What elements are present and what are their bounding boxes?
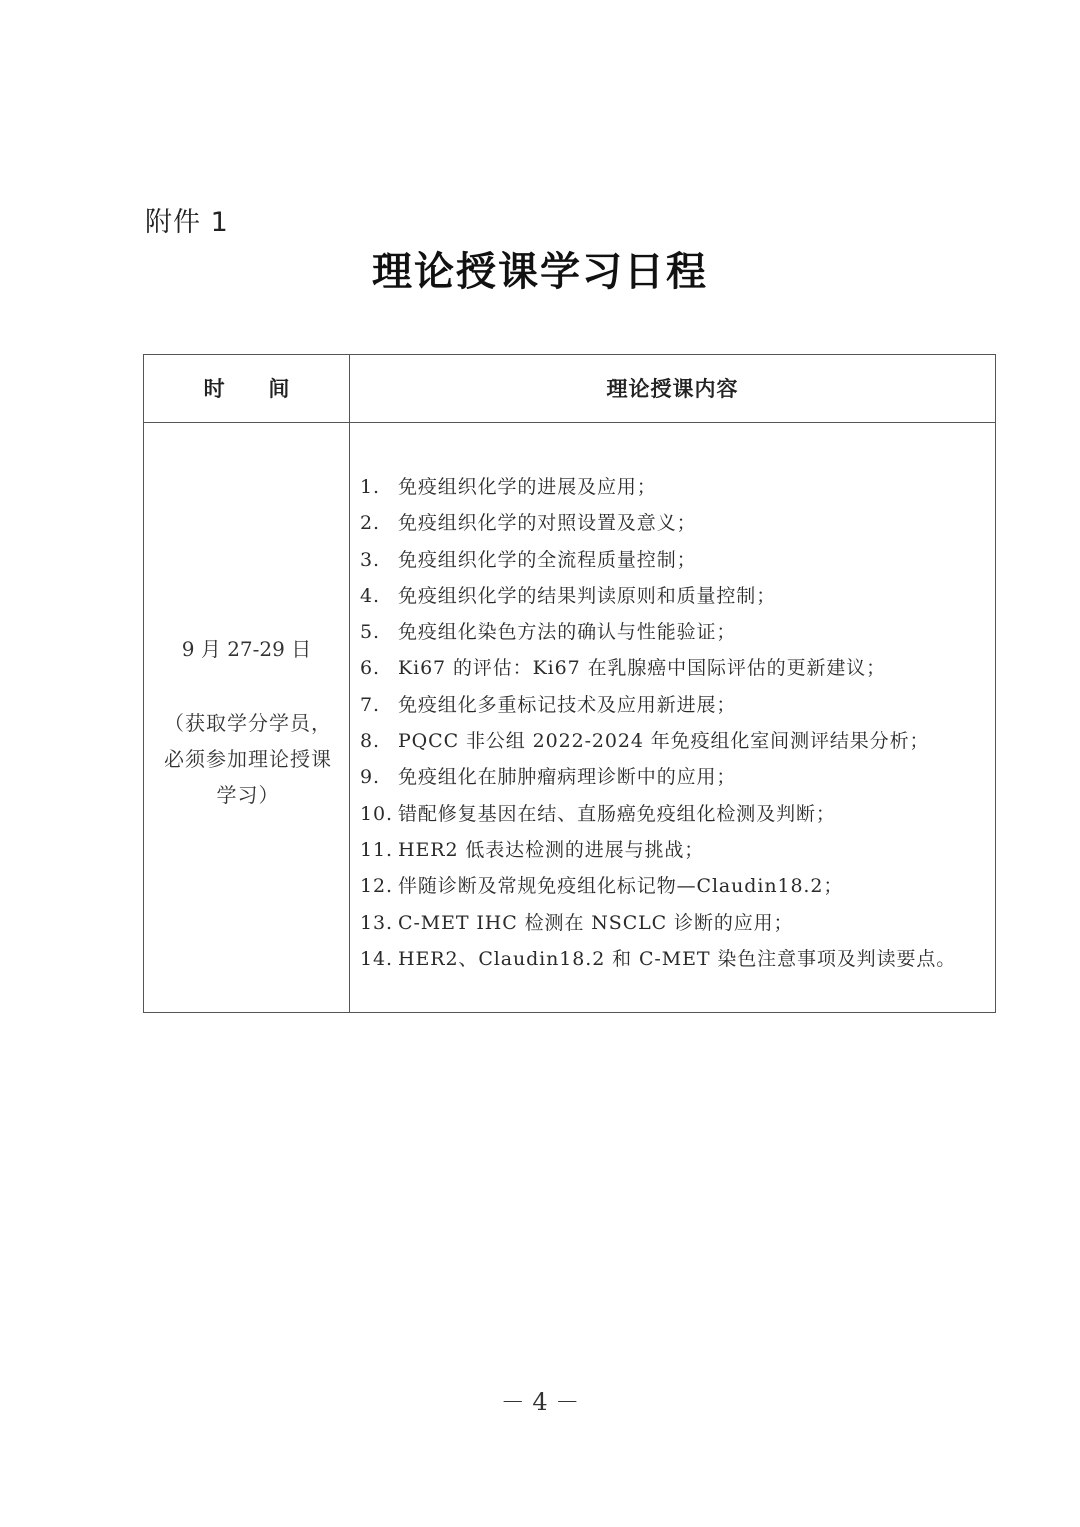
item-number: 4. — [360, 584, 380, 607]
list-item — [360, 759, 956, 795]
item-text: Ki67 的评估：Ki67 在乳腺癌中国际评估的更新建议； — [398, 657, 887, 680]
item-number: 8. — [360, 730, 380, 753]
list-item — [360, 542, 956, 578]
page-title: 理论授课学习日程 — [372, 249, 708, 295]
list-item — [360, 941, 956, 977]
item-text: 免疫组织化学的对照设置及意义； — [398, 512, 697, 535]
item-text: 错配修复基因在结、直肠癌免疫组化检测及判断； — [398, 802, 836, 825]
list-item — [360, 650, 956, 686]
item-text: 免疫组织化学的全流程质量控制； — [398, 548, 697, 571]
list-item — [360, 469, 956, 505]
item-number: 2. — [360, 512, 380, 535]
item-text: 免疫组织化学的结果判读原则和质量控制； — [398, 584, 777, 607]
header-content: 理论授课内容 — [606, 376, 739, 401]
item-text: 伴随诊断及常规免疫组化标记物—Claudin18.2； — [398, 875, 844, 898]
list-item — [360, 832, 956, 868]
item-number: 3. — [360, 548, 380, 571]
item-text: HER2、Claudin18.2 和 C-MET 染色注意事项及判读要点。 — [398, 947, 957, 970]
time-date: 9 月 27-29 日 — [181, 637, 312, 661]
time-note: （获取学分学员，必须参加理论授课学习） — [164, 711, 332, 807]
item-text: 免疫组化染色方法的确认与性能验证； — [398, 621, 737, 644]
item-text: 免疫组织化学的进展及应用； — [398, 476, 657, 498]
item-text: 免疫组化在肺肿瘤病理诊断中的应用； — [398, 766, 737, 789]
schedule-table — [143, 354, 996, 1013]
list-item — [360, 687, 956, 723]
item-number: 6. — [360, 657, 380, 680]
item-number: 9. — [360, 766, 380, 789]
header-time: 时 间 — [203, 376, 290, 401]
list-item — [360, 905, 956, 941]
list-item — [360, 614, 956, 650]
item-text: 免疫组化多重标记技术及应用新进展； — [398, 693, 737, 716]
item-number: 1. — [360, 476, 380, 498]
item-text: C-MET IHC 检测在 NSCLC 诊断的应用； — [398, 911, 794, 934]
item-text: HER2 低表达检测的进展与挑战； — [398, 838, 705, 861]
list-item — [360, 505, 956, 541]
list-item — [360, 723, 956, 759]
item-number: 12. — [360, 875, 393, 898]
item-number: 10. — [360, 802, 393, 825]
attachment-label: 附件 1 — [145, 207, 229, 238]
item-number: 7. — [360, 693, 380, 716]
content-list — [360, 469, 956, 977]
list-item — [360, 796, 956, 832]
page-number: － 4 － — [500, 1388, 580, 1416]
list-item — [360, 868, 956, 904]
table-header-row — [144, 355, 995, 423]
column-divider — [349, 355, 350, 1012]
item-number: 5. — [360, 621, 380, 644]
time-cell — [144, 423, 349, 1012]
item-number: 13. — [360, 911, 393, 934]
list-item — [360, 578, 956, 614]
item-number: 11. — [360, 838, 393, 861]
item-number: 14. — [360, 947, 393, 970]
item-text: PQCC 非公组 2022-2024 年免疫组化室间测评结果分析； — [398, 730, 930, 753]
